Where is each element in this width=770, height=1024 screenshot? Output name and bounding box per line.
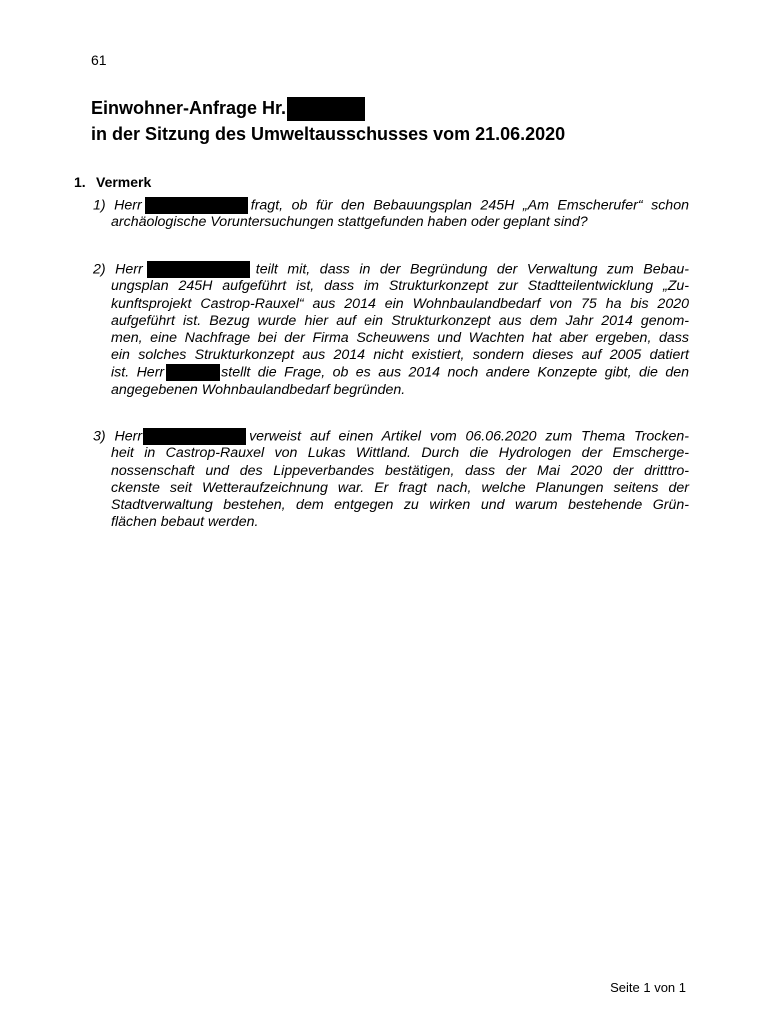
title-line-2: in der Sitzung des Umweltausschusses vom 21.06.2020 — [91, 124, 566, 145]
item-line: men, eine Nachfrage bei der Firma Scheuwens und Wachten hat aber ergeben, dass — [111, 330, 689, 347]
redaction-block — [287, 97, 365, 121]
item-text: 1) Herr — [93, 197, 142, 214]
redaction-block — [145, 197, 248, 214]
item-text: verweist auf einen Artikel vom 06.06.2020 zum Thema Trocken- — [249, 428, 689, 445]
page-number: 61 — [91, 52, 107, 68]
item-line — [93, 428, 689, 445]
item-text: teilt mit, dass in der Begründung der Verwaltung zum Bebau- — [255, 261, 689, 278]
item-line: kunftsprojekt Castrop-Rauxel“ aus 2014 ein Wohnbaulandbedarf von 75 ha bis 2020 — [111, 295, 689, 312]
redaction-block — [143, 428, 246, 445]
item-line: Stadtverwaltung bestehen, dem entgegen zu wirken und warum bestehende Grün- — [111, 497, 689, 514]
list-item-1 — [93, 197, 689, 232]
item-line: archäologische Voruntersuchungen stattgefunden haben oder geplant sind? — [111, 214, 588, 231]
item-line — [93, 261, 689, 278]
item-line — [93, 364, 689, 381]
item-line: nossenschaft und des Lippeverbandes bestätigen, dass der Mai 2020 der dritttro- — [111, 462, 689, 479]
item-text: fragt, ob für den Bebauungsplan 245H „Am Emscherufer“ schon — [250, 197, 689, 214]
item-line: flächen bebaut werden. — [111, 514, 259, 531]
section-number: 1. — [74, 174, 86, 190]
item-line — [93, 197, 689, 214]
item-text: stellt die Frage, ob es aus 2014 noch andere Konzepte gibt, die den — [221, 364, 689, 381]
title-line-1 — [91, 95, 565, 121]
item-text: 3) Herr — [93, 428, 143, 445]
list-item-2 — [93, 261, 689, 399]
section-heading — [74, 174, 151, 190]
item-text: 2) Herr — [93, 261, 143, 278]
section-label: Vermerk — [96, 174, 152, 190]
item-line: ckenste seit Wetteraufzeichnung war. Er fragt nach, welche Planungen seitens der — [111, 479, 689, 496]
page-footer: Seite 1 von 1 — [610, 980, 686, 995]
item-line: angegebenen Wohnbaulandbedarf begründen. — [111, 381, 406, 398]
item-line: ein solches Strukturkonzept aus 2014 nicht existiert, sondern dieses auf 2005 datiert — [111, 347, 689, 364]
item-line: aufgeführt ist. Bezug wurde hier auf ein Strukturkonzept aus dem Jahr 2014 genom- — [111, 312, 689, 329]
redaction-block — [147, 261, 250, 278]
item-line: heit in Castrop-Rauxel von Lukas Wittland. Durch die Hydrologen der Emscherge- — [111, 445, 689, 462]
list-item-3 — [93, 428, 689, 531]
redaction-block — [166, 364, 220, 381]
item-text: ist. Herr — [111, 364, 165, 381]
title-text: Einwohner-Anfrage Hr. — [91, 98, 287, 118]
item-line: ungsplan 245H aufgeführt ist, dass im Strukturkonzept zur Stadtteilentwicklung „Zu- — [111, 278, 689, 295]
document-title — [91, 95, 565, 147]
